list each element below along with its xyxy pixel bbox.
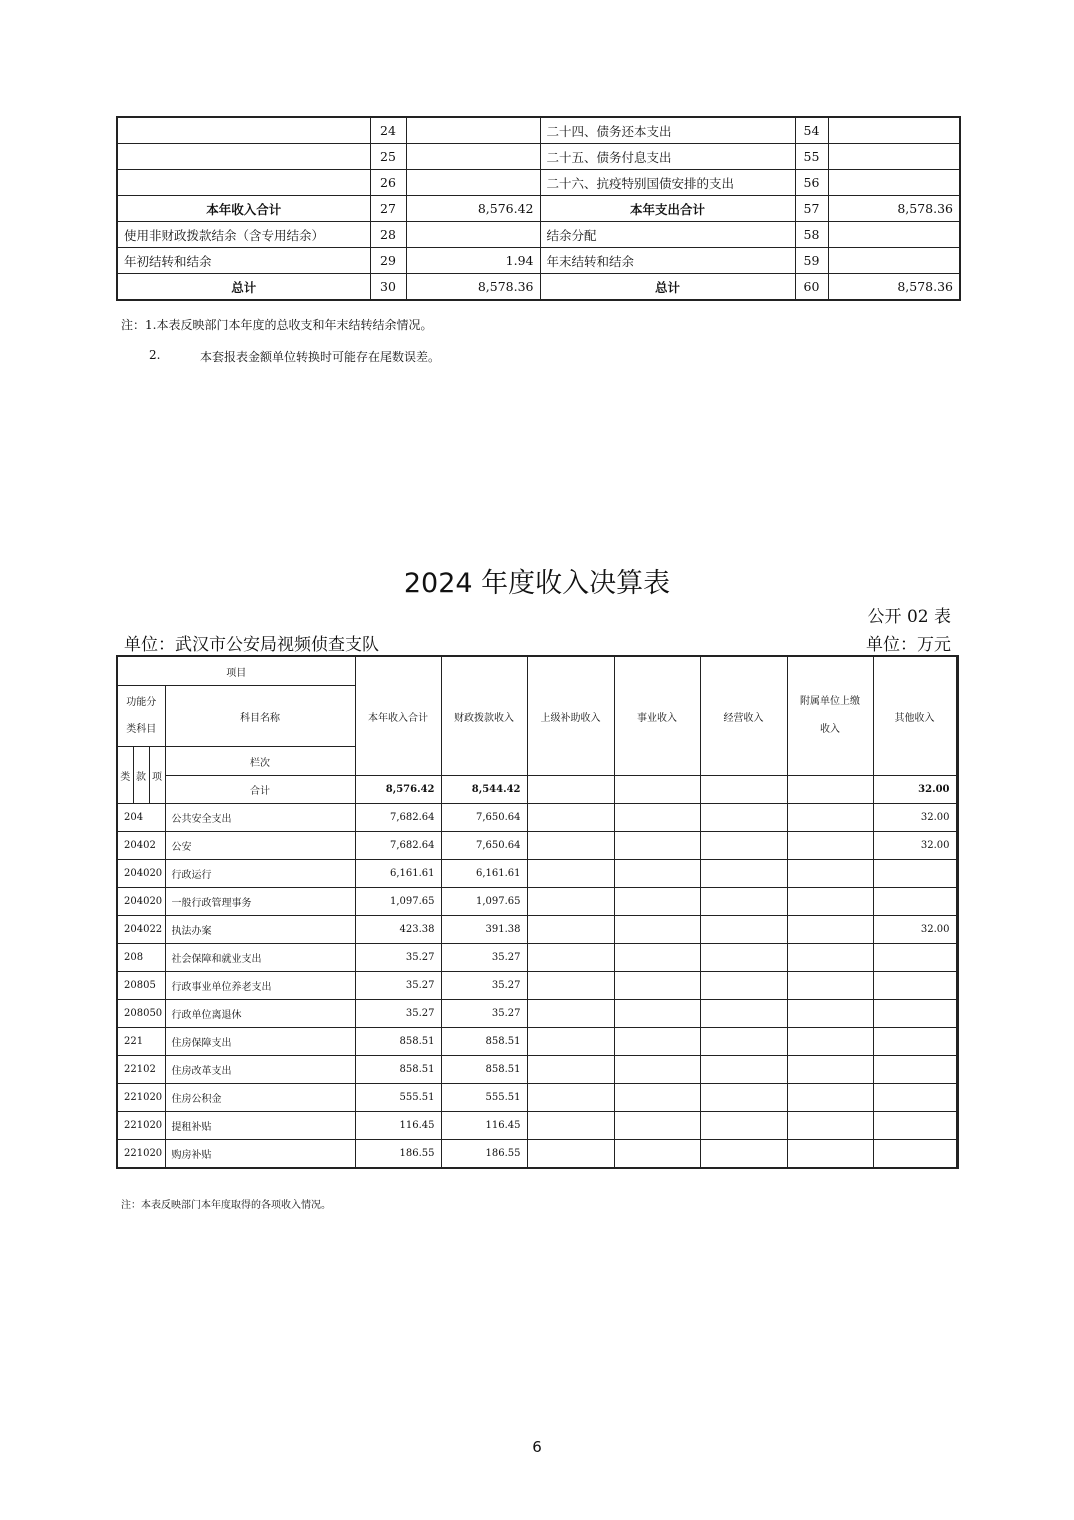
subject-code: 20402 [117, 832, 165, 860]
income-value-col-4 [614, 944, 700, 972]
subject-name: 住房保障支出 [165, 1028, 355, 1056]
income-value-col-4 [614, 860, 700, 888]
summary-right-number: 55 [795, 144, 828, 170]
subject-name: 执法办案 [165, 916, 355, 944]
summary-table [116, 116, 961, 301]
income-value-col-4 [614, 1028, 700, 1056]
header-item: 项目 [117, 656, 355, 686]
income-value-col-7 [873, 1056, 956, 1084]
income-value-col-5 [700, 1084, 787, 1112]
subject-name: 公共安全支出 [165, 804, 355, 832]
summary-note-1: 注：1.本表反映部门本年度的总收支和年末结转结余情况。 [121, 318, 433, 332]
summary-right-value: 8,578.36 [828, 196, 960, 222]
income-row [117, 944, 958, 972]
total-value-1: 8,576.42 [355, 776, 441, 804]
income-value-col-7 [873, 1140, 956, 1169]
income-value-col-2: 555.51 [441, 1084, 527, 1112]
summary-row [117, 196, 960, 222]
page-title: 2024 年度收入决算表 [403, 568, 671, 599]
total-label: 合计 [165, 776, 355, 804]
income-value-col-4 [614, 1140, 700, 1169]
income-value-col-7: 32.00 [873, 916, 956, 944]
income-value-col-7 [873, 1028, 956, 1056]
income-value-col-4 [614, 1084, 700, 1112]
income-value-col-2: 35.27 [441, 1000, 527, 1028]
summary-left-value: 1.94 [406, 248, 540, 274]
income-value-col-6 [787, 1000, 873, 1028]
subject-code: 208050 [117, 1000, 165, 1028]
summary-row [117, 222, 960, 248]
income-value-col-7 [873, 888, 956, 916]
income-value-col-6 [787, 888, 873, 916]
summary-right-label: 二十六、抗疫特别国债安排的支出 [540, 170, 795, 196]
income-value-col-4 [614, 804, 700, 832]
income-row [117, 1000, 958, 1028]
income-value-col-4 [614, 916, 700, 944]
subject-code: 221 [117, 1028, 165, 1056]
subject-name: 住房公积金 [165, 1084, 355, 1112]
subject-name: 提租补贴 [165, 1112, 355, 1140]
income-value-col-7 [873, 1112, 956, 1140]
income-value-col-4 [614, 1056, 700, 1084]
subject-code: 204020 [117, 860, 165, 888]
income-value-col-1: 1,097.65 [355, 888, 441, 916]
income-value-col-1: 423.38 [355, 916, 441, 944]
income-value-col-1: 186.55 [355, 1140, 441, 1169]
summary-left-label: 总计 [117, 274, 370, 301]
unit-organization: 单位：武汉市公安局视频侦查支队 [124, 635, 379, 655]
income-value-col-4 [614, 1000, 700, 1028]
summary-left-label [117, 170, 370, 196]
income-note: 注：本表反映部门本年度取得的各项收入情况。 [121, 1200, 331, 1211]
summary-row [117, 248, 960, 274]
subject-code: 204 [117, 804, 165, 832]
summary-left-number: 30 [370, 274, 406, 301]
income-value-col-6 [787, 1112, 873, 1140]
summary-right-label: 二十五、债务付息支出 [540, 144, 795, 170]
header-col-5: 经营收入 [700, 656, 787, 776]
income-value-col-5 [700, 972, 787, 1000]
summary-right-value [828, 248, 960, 274]
summary-left-value [406, 117, 540, 144]
income-value-col-6 [787, 1056, 873, 1084]
summary-row [117, 144, 960, 170]
subject-name: 行政运行 [165, 860, 355, 888]
income-value-col-7 [873, 1084, 956, 1112]
total-value-4 [614, 776, 700, 804]
total-value-2: 8,544.42 [441, 776, 527, 804]
income-value-col-2: 858.51 [441, 1028, 527, 1056]
income-value-col-2: 7,650.64 [441, 832, 527, 860]
header-col-4: 事业收入 [614, 656, 700, 776]
income-value-col-5 [700, 1028, 787, 1056]
income-value-col-4 [614, 972, 700, 1000]
summary-left-value [406, 144, 540, 170]
subject-code: 204020 [117, 888, 165, 916]
income-value-col-3 [527, 1000, 614, 1028]
summary-right-value: 8,578.36 [828, 274, 960, 301]
income-value-col-6 [787, 1140, 873, 1169]
income-value-col-2: 6,161.61 [441, 860, 527, 888]
income-value-col-1: 7,682.64 [355, 832, 441, 860]
income-value-col-1: 35.27 [355, 944, 441, 972]
income-value-col-3 [527, 916, 614, 944]
subject-name: 社会保障和就业支出 [165, 944, 355, 972]
income-value-col-3 [527, 1028, 614, 1056]
income-value-col-2: 35.27 [441, 944, 527, 972]
income-value-col-2: 858.51 [441, 1056, 527, 1084]
summary-left-label [117, 117, 370, 144]
income-value-col-7 [873, 944, 956, 972]
summary-row [117, 170, 960, 196]
income-value-col-6 [787, 916, 873, 944]
total-value-3 [527, 776, 614, 804]
income-value-col-7 [873, 972, 956, 1000]
summary-left-number: 26 [370, 170, 406, 196]
income-row [117, 804, 958, 832]
income-value-col-1: 35.27 [355, 972, 441, 1000]
income-value-col-2: 1,097.65 [441, 888, 527, 916]
summary-right-value [828, 170, 960, 196]
summary-right-value [828, 117, 960, 144]
summary-right-number: 56 [795, 170, 828, 196]
summary-left-label [117, 144, 370, 170]
income-value-col-6 [787, 860, 873, 888]
income-value-col-7 [873, 1000, 956, 1028]
income-value-col-2: 186.55 [441, 1140, 527, 1169]
income-value-col-5 [700, 944, 787, 972]
income-value-col-5 [700, 860, 787, 888]
income-row [117, 832, 958, 860]
income-value-col-5 [700, 916, 787, 944]
income-value-col-1: 858.51 [355, 1056, 441, 1084]
table-code: 公开 02 表 [867, 607, 951, 627]
income-value-col-7: 32.00 [873, 804, 956, 832]
subject-name: 一般行政管理事务 [165, 888, 355, 916]
income-row [117, 1112, 958, 1140]
summary-right-number: 54 [795, 117, 828, 144]
subject-name: 行政单位离退休 [165, 1000, 355, 1028]
subject-code: 221020 [117, 1140, 165, 1169]
summary-right-value [828, 144, 960, 170]
subject-name: 住房改革支出 [165, 1056, 355, 1084]
subject-name: 公安 [165, 832, 355, 860]
summary-right-number: 59 [795, 248, 828, 274]
page-number: 6 [532, 1438, 542, 1456]
summary-row [117, 117, 960, 144]
summary-right-number: 60 [795, 274, 828, 301]
income-value-col-3 [527, 1140, 614, 1169]
summary-left-number: 27 [370, 196, 406, 222]
income-row [117, 1056, 958, 1084]
header-lanci: 栏次 [165, 747, 355, 776]
summary-right-number: 58 [795, 222, 828, 248]
header-func-class: 功能分类科目 [117, 686, 165, 747]
summary-note-2-number: 2. [149, 348, 161, 362]
income-value-col-6 [787, 972, 873, 1000]
income-value-col-5 [700, 1140, 787, 1169]
income-value-col-5 [700, 804, 787, 832]
income-row [117, 1084, 958, 1112]
income-value-col-6 [787, 1084, 873, 1112]
subject-code: 221020 [117, 1084, 165, 1112]
income-value-col-2: 116.45 [441, 1112, 527, 1140]
income-value-col-5 [700, 1056, 787, 1084]
income-value-col-4 [614, 1112, 700, 1140]
summary-left-value [406, 170, 540, 196]
unit-currency: 单位：万元 [866, 635, 951, 655]
header-lei: 类 [117, 747, 133, 804]
summary-right-label: 年末结转和结余 [540, 248, 795, 274]
income-value-col-2: 391.38 [441, 916, 527, 944]
income-row [117, 1028, 958, 1056]
income-value-col-1: 7,682.64 [355, 804, 441, 832]
income-value-col-3 [527, 1112, 614, 1140]
income-value-col-2: 35.27 [441, 972, 527, 1000]
income-value-col-5 [700, 832, 787, 860]
summary-left-number: 28 [370, 222, 406, 248]
summary-left-value [406, 222, 540, 248]
income-value-col-3 [527, 860, 614, 888]
income-value-col-1: 6,161.61 [355, 860, 441, 888]
summary-left-label: 本年收入合计 [117, 196, 370, 222]
income-value-col-5 [700, 1112, 787, 1140]
income-row [117, 888, 958, 916]
total-row [117, 776, 958, 804]
income-value-col-3 [527, 804, 614, 832]
income-value-col-5 [700, 888, 787, 916]
income-value-col-3 [527, 888, 614, 916]
header-col-7: 其他收入 [873, 656, 956, 776]
income-value-col-3 [527, 1084, 614, 1112]
income-value-col-3 [527, 972, 614, 1000]
total-value-7: 32.00 [873, 776, 956, 804]
subject-code: 20805 [117, 972, 165, 1000]
header-subject-name: 科目名称 [165, 686, 355, 747]
income-value-col-6 [787, 832, 873, 860]
income-value-col-1: 858.51 [355, 1028, 441, 1056]
summary-right-label: 结余分配 [540, 222, 795, 248]
subject-code: 221020 [117, 1112, 165, 1140]
income-value-col-4 [614, 832, 700, 860]
income-value-col-7: 32.00 [873, 832, 956, 860]
summary-right-label: 二十四、债务还本支出 [540, 117, 795, 144]
summary-right-value [828, 222, 960, 248]
income-value-col-1: 116.45 [355, 1112, 441, 1140]
summary-left-label: 年初结转和结余 [117, 248, 370, 274]
summary-left-number: 25 [370, 144, 406, 170]
income-row [117, 860, 958, 888]
income-value-col-5 [700, 1000, 787, 1028]
subject-code: 208 [117, 944, 165, 972]
income-value-col-6 [787, 1028, 873, 1056]
subject-name: 行政事业单位养老支出 [165, 972, 355, 1000]
income-value-col-1: 35.27 [355, 1000, 441, 1028]
income-value-col-6 [787, 944, 873, 972]
summary-left-value: 8,578.36 [406, 274, 540, 301]
summary-right-number: 57 [795, 196, 828, 222]
income-row [117, 916, 958, 944]
income-value-col-3 [527, 944, 614, 972]
header-xiang: 项 [149, 747, 165, 804]
summary-left-number: 24 [370, 117, 406, 144]
header-col-3: 上级补助收入 [527, 656, 614, 776]
total-value-5 [700, 776, 787, 804]
summary-left-value: 8,576.42 [406, 196, 540, 222]
summary-right-label: 本年支出合计 [540, 196, 795, 222]
header-col-2: 财政拨款收入 [441, 656, 527, 776]
summary-right-label: 总计 [540, 274, 795, 301]
income-table [116, 655, 959, 1169]
income-value-col-4 [614, 888, 700, 916]
header-col-1: 本年收入合计 [355, 656, 441, 776]
income-value-col-6 [787, 804, 873, 832]
subject-name: 购房补贴 [165, 1140, 355, 1169]
income-value-col-3 [527, 1056, 614, 1084]
header-col-6: 附属单位上缴收入 [787, 656, 873, 776]
income-value-col-2: 7,650.64 [441, 804, 527, 832]
income-value-col-3 [527, 832, 614, 860]
subject-code: 204022 [117, 916, 165, 944]
income-row [117, 1140, 958, 1169]
income-value-col-1: 555.51 [355, 1084, 441, 1112]
subject-code: 22102 [117, 1056, 165, 1084]
summary-left-label: 使用非财政拨款结余（含专用结余） [117, 222, 370, 248]
summary-note-2: 本套报表金额单位转换时可能存在尾数误差。 [200, 350, 441, 364]
summary-left-number: 29 [370, 248, 406, 274]
total-value-6 [787, 776, 873, 804]
income-value-col-7 [873, 860, 956, 888]
summary-row [117, 274, 960, 301]
income-row [117, 972, 958, 1000]
header-kuan: 款 [133, 747, 149, 804]
